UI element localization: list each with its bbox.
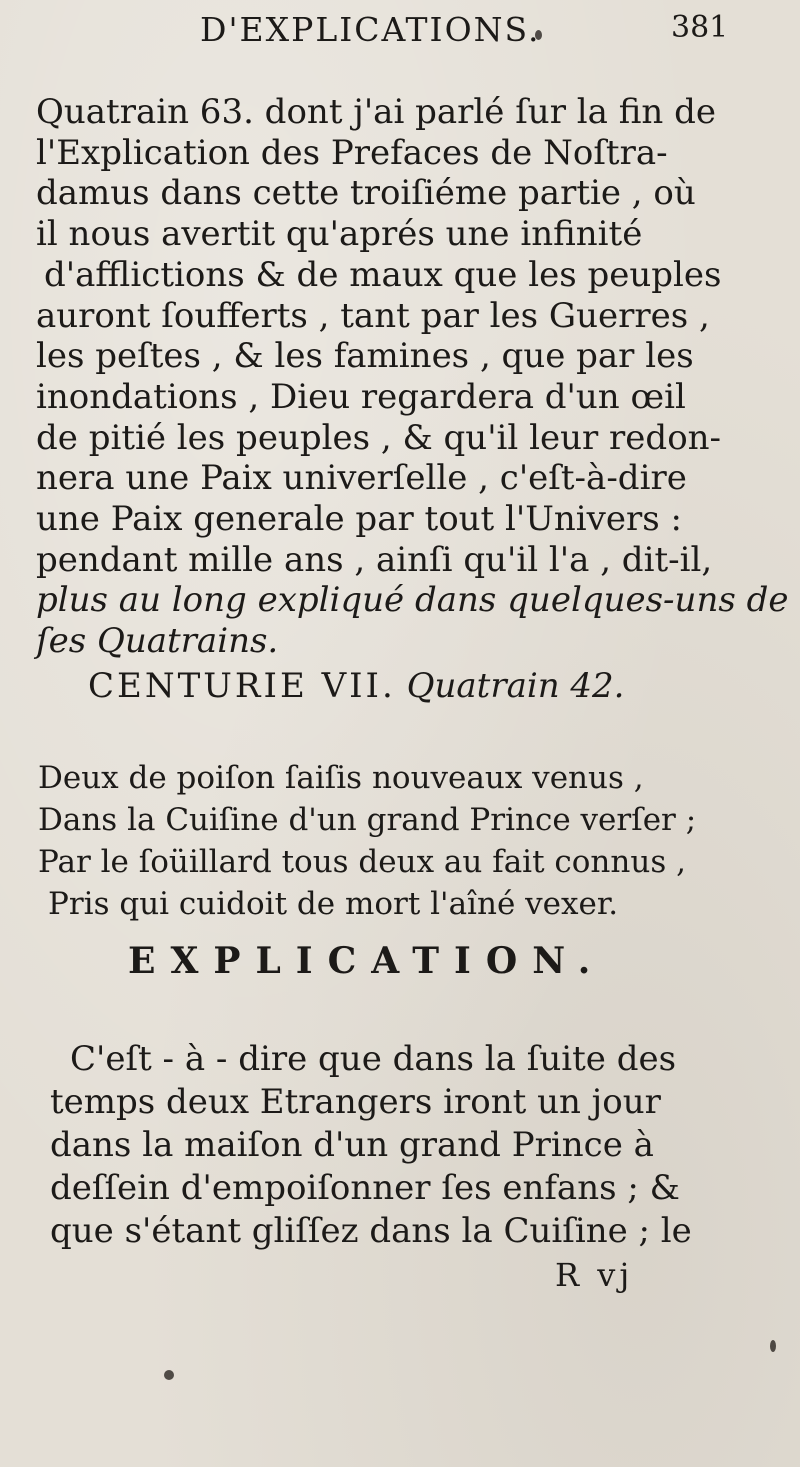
quatrain-label: Quatrain 42. <box>406 666 625 706</box>
text-line: une Paix generale par tout l'Univers : <box>36 499 682 540</box>
explication-heading: EXPLICATION. <box>128 940 606 982</box>
text-line: il nous avertit qu'aprés une infinité <box>36 214 643 255</box>
text-line: Quatrain 63. dont j'ai parlé ſur la fin de <box>36 92 716 132</box>
text-line: l'Explication des Prefaces de Noſtra- <box>36 132 668 173</box>
verse-line: Deux de poiſon ſaiſis nouveaux venus , <box>38 760 644 796</box>
text-line: inondations , Dieu regardera d'un œil <box>36 376 686 417</box>
text-line: les peſtes , & les famines , que par les <box>36 336 694 377</box>
text-line: nera une Paix univerſelle , c'eſt-à-dire <box>36 458 687 499</box>
intro-paragraph <box>36 92 789 662</box>
running-title: D'EXPLICATIONS. <box>200 10 541 49</box>
text-line: damus dans cette troiſiéme partie , où <box>36 173 696 214</box>
verse-line: Pris qui cuidoit de mort l'aîné vexer. <box>48 886 619 922</box>
text-line: deſſein d'empoiſonner ſes enfans ; & <box>50 1168 680 1208</box>
text-line: auront ſoufferts , tant par les Guerres , <box>36 295 710 336</box>
text-line: temps deux Etrangers iront un jour <box>50 1082 661 1122</box>
text-line: que s'étant gliſſez dans la Cuiſine ; le <box>50 1211 692 1251</box>
quatrain-verse <box>38 757 696 925</box>
page-number: 381 <box>671 10 729 45</box>
ink-spot <box>164 1370 174 1380</box>
text-line: d'afflictions & de maux que les peuples <box>44 254 722 295</box>
text-line: plus au long expliqué dans quelques-uns de <box>36 580 789 621</box>
century-label: CENTURIE VII. <box>88 666 396 706</box>
verse-line: Dans la Cuiſine d'un grand Prince verſer ; <box>38 802 697 838</box>
text-line: C'eſt - à - dire que dans la ſuite des <box>70 1039 677 1079</box>
verse-line: Par le ſoüillard tous deux au fait connus , <box>38 844 686 880</box>
section-heading <box>88 666 625 706</box>
text-line: dans la maiſon d'un grand Prince à <box>50 1125 654 1165</box>
ink-spot <box>770 1340 776 1352</box>
signature-mark: R vj <box>555 1256 634 1294</box>
text-line: de pitié les peuples , & qu'il leur redon- <box>36 417 722 458</box>
text-line: ſes Quatrains. <box>36 621 279 662</box>
explication-paragraph <box>50 1038 780 1253</box>
text-line: pendant mille ans , ainſi qu'il l'a , dit-il, <box>36 539 713 580</box>
